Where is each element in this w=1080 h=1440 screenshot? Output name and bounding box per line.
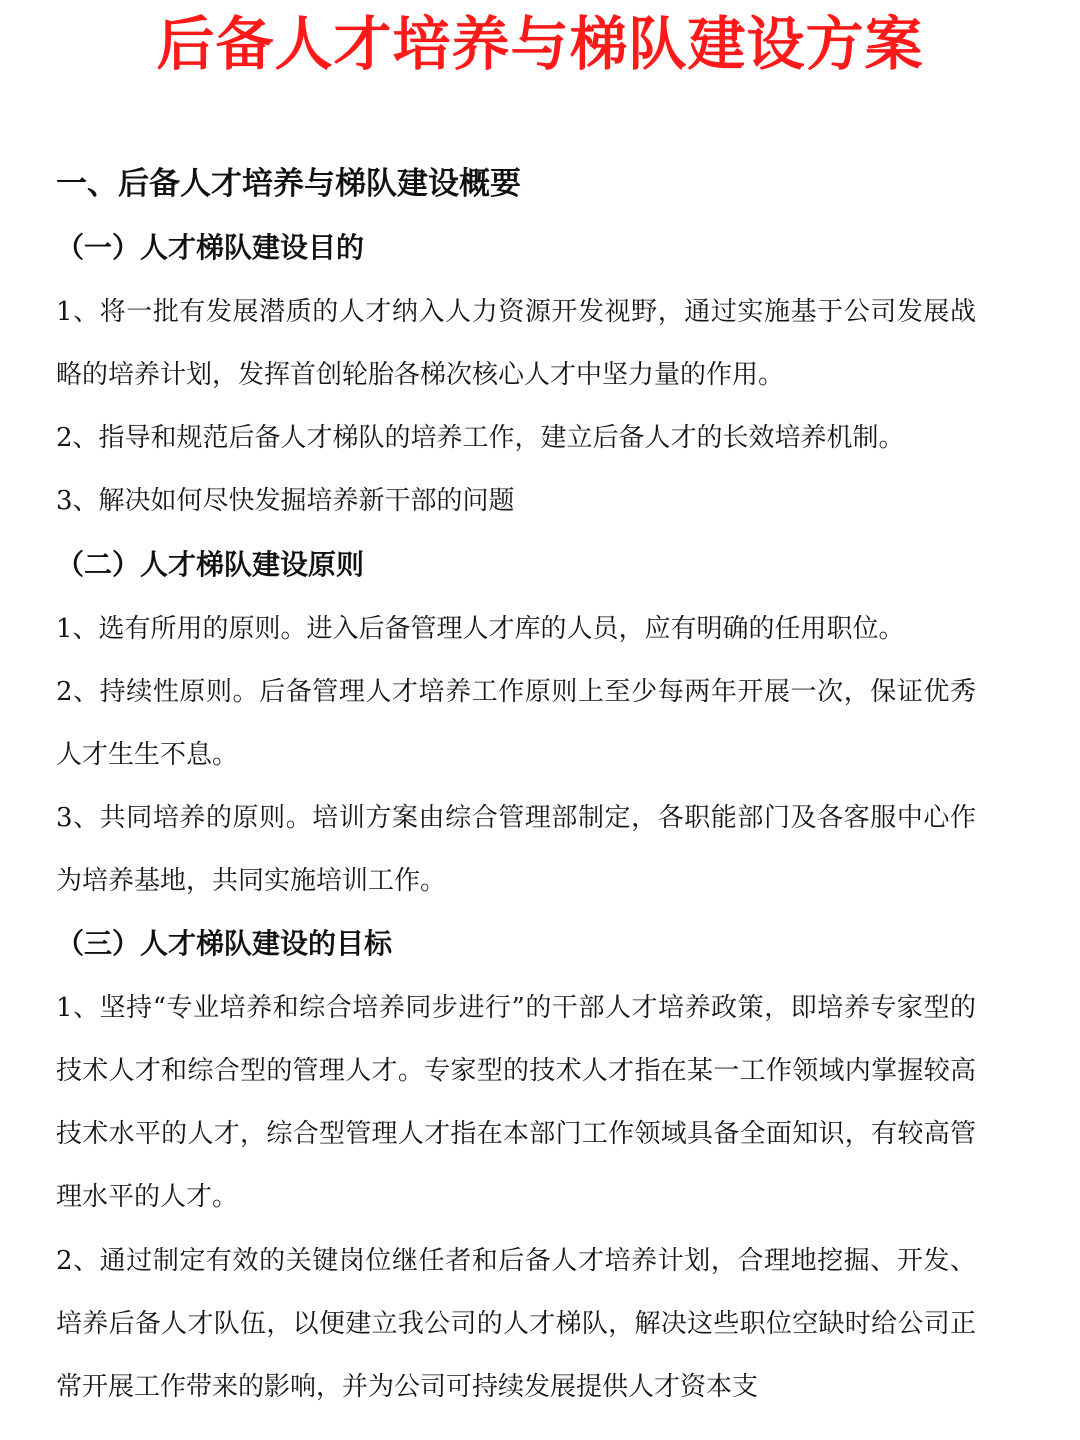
subsection-2-item-2: 2、持续性原则。后备管理人才培养工作原则上至少每两年开展一次，保证优秀人才生生不息。 <box>56 677 976 770</box>
subsection-3-item-1: 1、坚持“专业培养和综合培养同步进行”的干部人才培养政策，即培养专家型的技术人才和综合型的管理人才。专家型的技术人才指在某一工作领域内掌握较高技术水平的人才，综合型管理人才指在本部门工作领域具备全面知识，有较高管理水平的人才。 <box>56 993 976 1212</box>
subsection-2-item-3: 3、共同培养的原则。培训方案由综合管理部制定，各职能部门及各客服中心作为培养基地，共同实施培训工作。 <box>56 803 976 896</box>
section-1-heading: 一、后备人才培养与梯队建设概要 <box>56 166 521 202</box>
document-title: 后备人才培养与梯队建设方案 <box>156 10 924 78</box>
subsection-2-item-1: 1、选有所用的原则。进入后备管理人才库的人员，应有明确的任用职位。 <box>56 614 905 644</box>
subsection-3-heading: （三）人才梯队建设的目标 <box>56 927 393 960</box>
subsection-2-heading: （二）人才梯队建设原则 <box>56 548 365 581</box>
subsection-1-item-2: 2、指导和规范后备人才梯队的培养工作，建立后备人才的长效培养机制。 <box>56 423 905 453</box>
subsection-1-heading: （一）人才梯队建设目的 <box>56 231 365 264</box>
subsection-1-item-3: 3、解决如何尽快发掘培养新干部的问题 <box>56 486 515 516</box>
subsection-3-item-2: 2、通过制定有效的关键岗位继任者和后备人才培养计划，合理地挖掘、开发、培养后备人才队伍，以便建立我公司的人才梯队，解决这些职位空缺时给公司正常开展工作带来的影响，并为公司可持续发展提供人才资本支 <box>56 1246 976 1402</box>
subsection-1-item-1: 1、将一批有发展潜质的人才纳入人力资源开发视野，通过实施基于公司发展战略的培养计划，发挥首创轮胎各梯次核心人才中坚力量的作用。 <box>56 297 976 390</box>
